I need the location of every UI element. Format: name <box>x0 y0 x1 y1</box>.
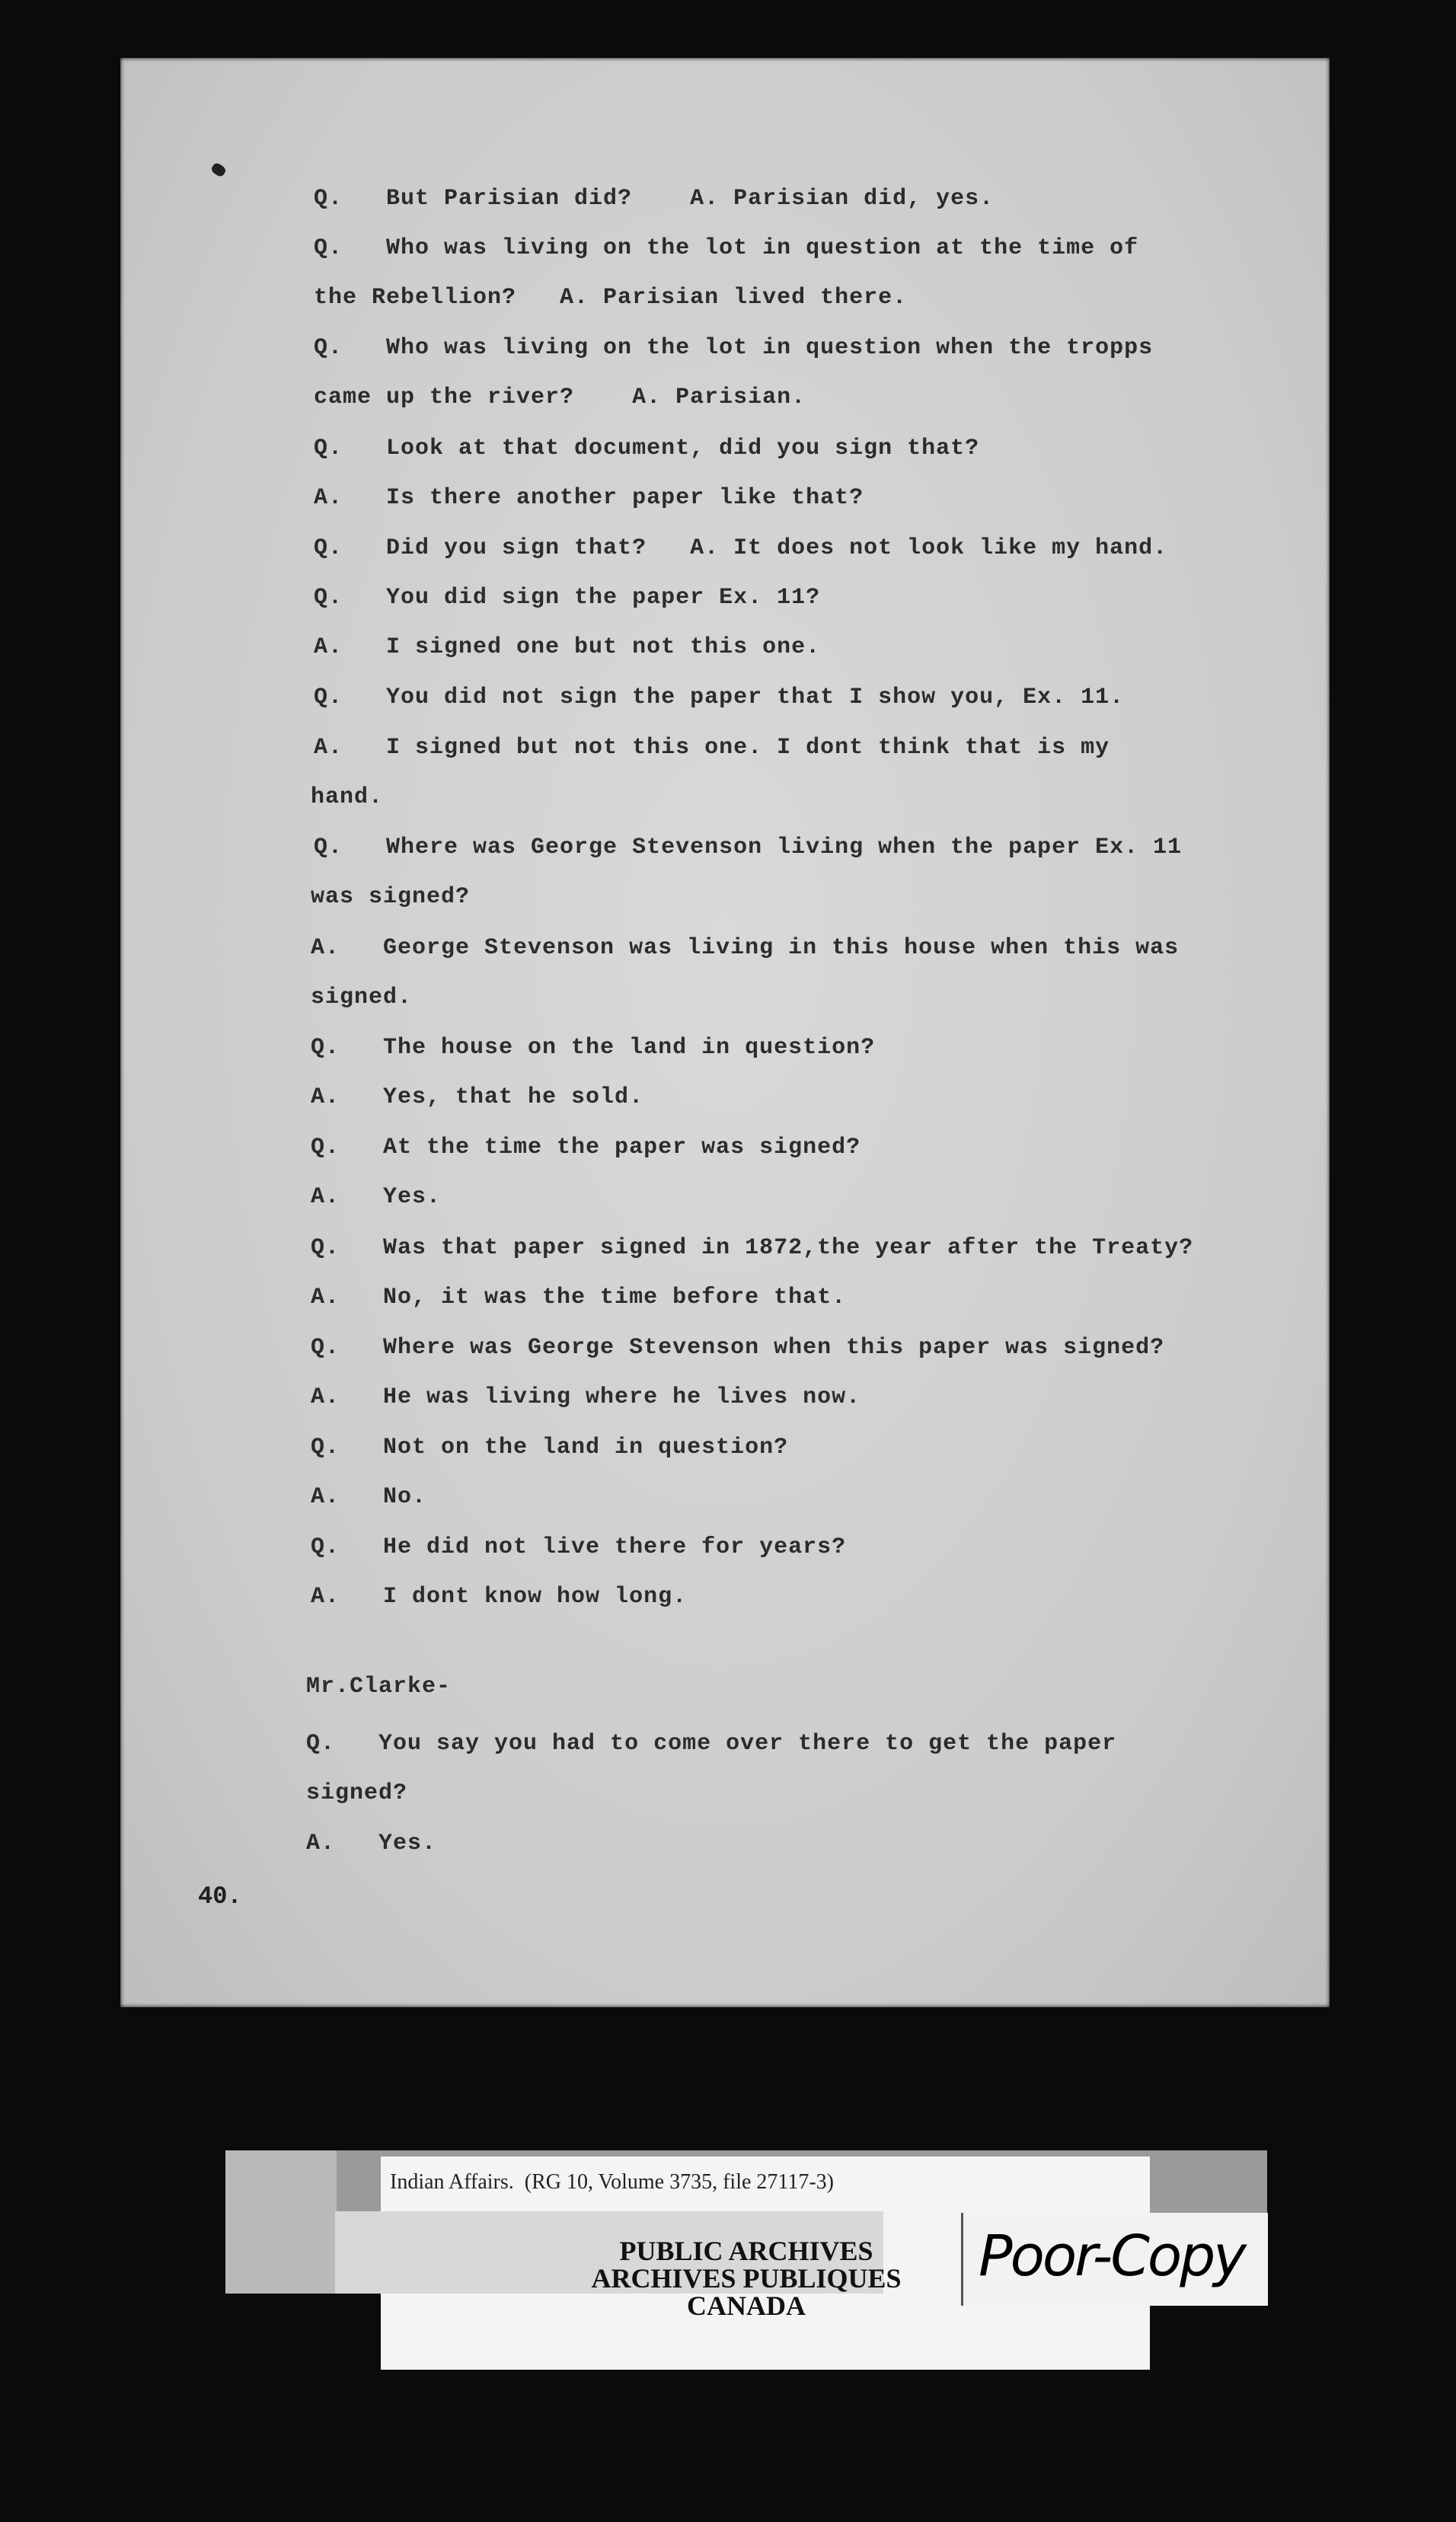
document-page <box>120 58 1330 2007</box>
transcript-line: came up the river? A. Parisian. <box>314 385 806 410</box>
transcript-line: A. Is there another paper like that? <box>314 485 864 511</box>
transcript-line: Q. You did not sign the paper that I show you, Ex. 11. <box>314 685 1125 710</box>
transcript-line: Q. But Parisian did? A. Parisian did, yes. <box>314 186 995 212</box>
page-number: 40. <box>198 1882 242 1911</box>
transcript-line: hand. <box>311 784 384 810</box>
transcript-line: Q. Was that paper signed in 1872,the year after the Treaty? <box>311 1235 1194 1261</box>
transcript-line: was signed? <box>311 884 471 910</box>
transcript-line: A. I signed but not this one. I dont think that is my <box>314 735 1110 761</box>
transcript-line: Q. Where was George Stevenson living when the paper Ex. 11 <box>314 835 1183 860</box>
transcript-line: Q. You say you had to come over there to get the paper <box>306 1731 1117 1757</box>
transcript-line: A. No. <box>311 1484 427 1510</box>
ink-mark <box>210 161 228 178</box>
transcript-line: Q. You did sign the paper Ex. 11? <box>314 585 821 611</box>
transcript-line: Q. Who was living on the lot in question at the time of <box>314 235 1139 261</box>
transcript-line: Q. Who was living on the lot in question when the tropps <box>314 335 1154 361</box>
transcript-line: A. Yes. <box>306 1831 437 1856</box>
transcript-line: signed. <box>311 985 413 1010</box>
transcript-line: A. George Stevenson was living in this house when this was <box>311 935 1180 961</box>
transcript-line: Q. Did you sign that? A. It does not look like my hand. <box>314 535 1168 561</box>
transcript-line: the Rebellion? A. Parisian lived there. <box>314 285 908 311</box>
speaker-heading: Mr.Clarke- <box>306 1674 452 1700</box>
archive-line-1: PUBLIC ARCHIVES <box>619 2236 873 2266</box>
transcript-line: A. I signed one but not this one. <box>314 634 821 660</box>
poor-copy-text: Poor-Copy <box>979 2224 1244 2289</box>
transcript-line: Q. Not on the land in question? <box>311 1435 789 1461</box>
transcript-line: A. He was living where he lives now. <box>311 1384 861 1410</box>
transcript-line: Q. Look at that document, did you sign that? <box>314 436 980 461</box>
poor-copy-label <box>961 2213 1268 2306</box>
transcript-line: Q. The house on the land in question? <box>311 1035 876 1061</box>
archive-line-2: ARCHIVES PUBLIQUES <box>591 2263 902 2294</box>
archive-reference: Indian Affairs. (RG 10, Volume 3735, file 27117-3) <box>390 2170 835 2194</box>
transcript-line: A. Yes, that he sold. <box>311 1084 644 1110</box>
strip-block <box>225 2150 337 2294</box>
transcript-line: Q. At the time the paper was signed? <box>311 1135 861 1160</box>
transcript-line: Q. Where was George Stevenson when this paper was signed? <box>311 1335 1165 1361</box>
transcript-line: A. I dont know how long. <box>311 1584 688 1610</box>
transcript-line: Q. He did not live there for years? <box>311 1534 847 1560</box>
transcript-line: A. No, it was the time before that. <box>311 1285 847 1310</box>
transcript-line: signed? <box>306 1780 408 1806</box>
archive-line-3: CANADA <box>687 2291 806 2321</box>
transcript-line: A. Yes. <box>311 1184 442 1210</box>
archive-stamp <box>548 2237 944 2319</box>
